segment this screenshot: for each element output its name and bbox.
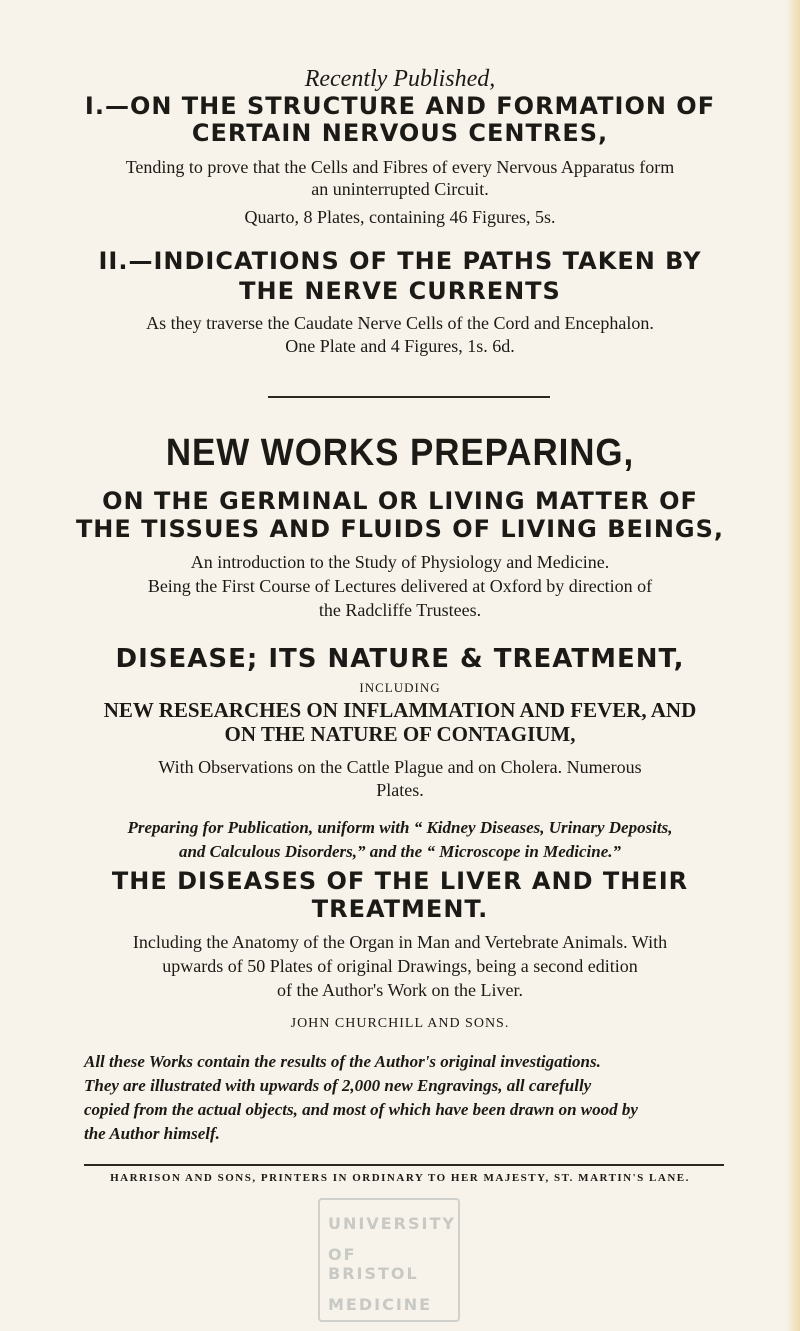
item2-details: One Plate and 4 Figures, 1s. 6d. [285,336,515,356]
library-stamp [318,1198,460,1322]
work2-including: INCLUDING [359,680,441,695]
recently-published-heading: Recently Published, [304,66,496,92]
stamp-line3: MEDICINE [328,1295,433,1314]
stamp-line1: UNIVERSITY [328,1214,456,1233]
page-edge-shading [786,0,800,1331]
work1-description-line1: An introduction to the Study of Physiology and Medicine. [190,552,610,572]
item1-description-line2: an uninterrupted Circuit. [311,179,489,199]
work2-title: DISEASE; ITS NATURE & TREATMENT, [115,644,685,674]
work3-title-line2: TREATMENT. [311,895,489,923]
new-works-heading: NEW WORKS PREPARING, [165,432,635,474]
work3-description-line3: of the Author's Work on the Liver. [277,980,523,1000]
item2-title-line1: II.—INDICATIONS OF THE PATHS TAKEN BY [98,247,702,275]
footer-note-line2: They are illustrated with upwards of 2,000 new Engravings, all carefully [84,1076,592,1095]
printer-imprint: HARRISON AND SONS, PRINTERS IN ORDINARY TO HER MAJESTY, ST. MARTIN'S LANE. [110,1172,690,1184]
footer-note-line1: All these Works contain the results of the Author's original investigations. [84,1052,601,1071]
work2-description-line2: Plates. [376,780,424,800]
work1-description-line2: Being the First Course of Lectures delivered at Oxford by direction of [147,576,653,596]
work1-title-line1: ON THE GERMINAL OR LIVING MATTER OF [102,487,698,515]
work1-description-line3: the Radcliffe Trustees. [318,600,482,620]
work2-subtitle-line2: ON THE NATURE OF CONTAGIUM, [224,722,576,746]
item2-description: As they traverse the Caudate Nerve Cells of the Cord and Encephalon. [146,313,654,333]
item1-details: Quarto, 8 Plates, containing 46 Figures, 5s. [244,207,556,227]
preparing-note-line2: and Calculous Disorders,” and the “ Microscope in Medicine.” [178,842,622,861]
item1-description-line1: Tending to prove that the Cells and Fibres of every Nervous Apparatus form [125,157,675,177]
printer-rule [84,1164,724,1166]
work1-title-line2: THE TISSUES AND FLUIDS OF LIVING BEINGS, [75,515,725,543]
footer-note-line3: copied from the actual objects, and most of which have been drawn on wood by [84,1100,638,1119]
work2-description-line1: With Observations on the Cattle Plague and on Cholera. Numerous [158,757,642,777]
work3-title-line1: THE DISEASES OF THE LIVER AND THEIR [111,867,689,895]
preparing-note-line1: Preparing for Publication, uniform with “ Kidney Diseases, Urinary Deposits, [127,818,673,837]
item1-title-line2: CERTAIN NERVOUS CENTRES, [191,119,609,147]
work3-description-line1: Including the Anatomy of the Organ in Man and Vertebrate Animals. With [132,932,668,952]
work3-description-line2: upwards of 50 Plates of original Drawings, being a second edition [162,956,638,976]
section-divider [268,396,550,398]
stamp-line2: OF BRISTOL [328,1245,419,1283]
work2-subtitle-line1: NEW RESEARCHES ON INFLAMMATION AND FEVER, AND [103,698,697,722]
footer-note-line4: the Author himself. [84,1124,220,1143]
item2-title-line2: THE NERVE CURRENTS [239,277,561,305]
item1-title-line1: I.—ON THE STRUCTURE AND FORMATION OF [84,92,716,120]
publisher-line: JOHN CHURCHILL AND SONS. [290,1016,510,1031]
